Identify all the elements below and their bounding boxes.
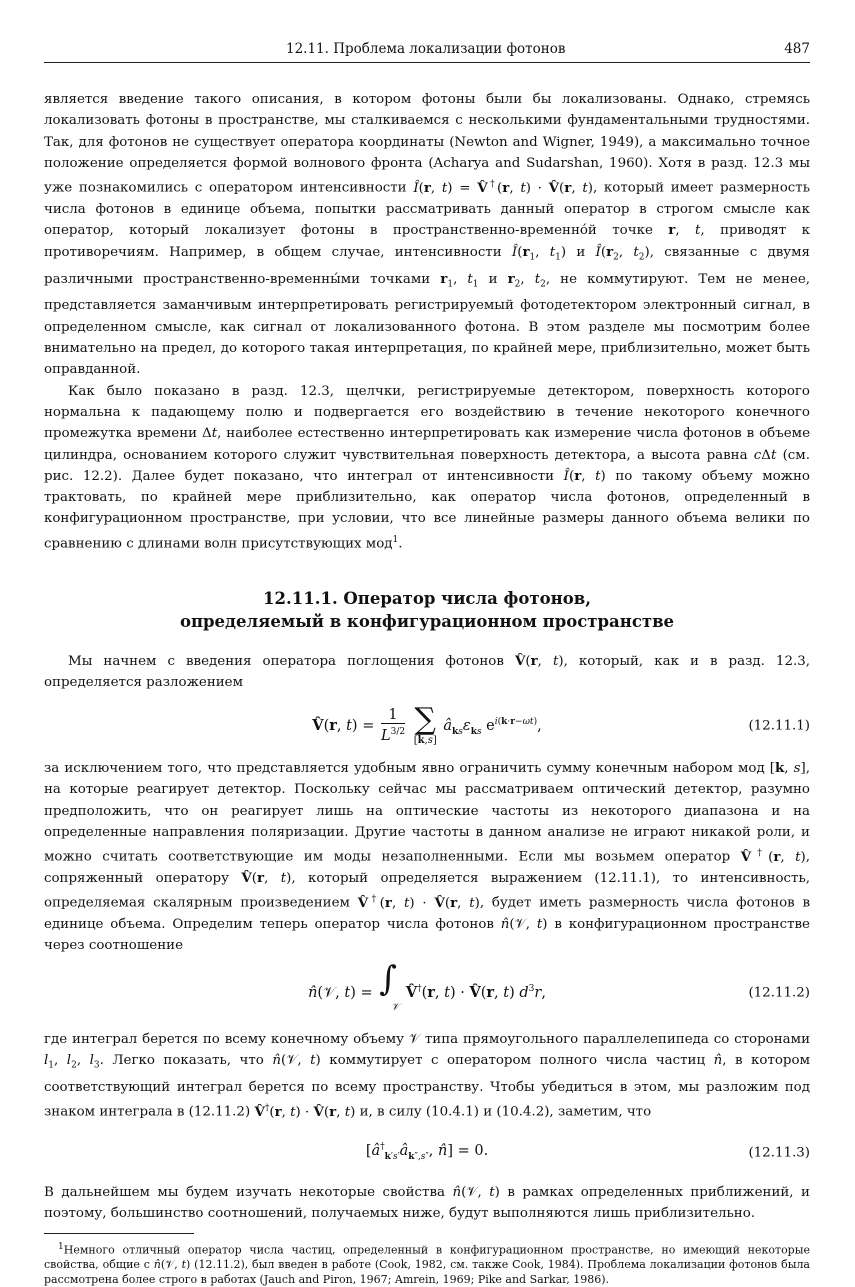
math-v2: V̂(r, t) bbox=[241, 870, 292, 887]
equation-12-11-2 bbox=[44, 958, 810, 1014]
equation-body: V̂(r, t) = $\frac{1}{L^{3/2}}$ ∑ [k,s] $â_{ks}\varepsilon_{ks}$ $e^{i(k\cdot r-\omega t)}$, bbox=[312, 702, 542, 747]
text-run: Мы начнем с введения оператора поглощения фотонов bbox=[68, 653, 515, 669]
sum-sign: ∑ [k,s] bbox=[413, 702, 437, 747]
text-run: В дальнейшем мы будем изучать некоторые свойства bbox=[44, 1185, 453, 1201]
math-vdag-v2: V̂†(r, t) · V̂(r, t) bbox=[254, 1103, 356, 1120]
equation-body: [$â^\dagger_{k's'}â_{k'',s''}$, n̂] = 0. bbox=[365, 1142, 489, 1162]
text-run: , в котором соответствующий интеграл берется по всему пространству. Чтобы убедиться в этом, мы разложим под знаком интеграла в (12.11.2) bbox=[44, 1053, 810, 1120]
text-run: в рамках определенных приближений, и поэтому, большинство соотношений, получаемых ниже, будут выполняются лишь приблизительно. bbox=[44, 1185, 810, 1222]
text-run: Немного отличный оператор числа частиц, определенный в конфигурационном пространстве, но имеющий некоторые свойства, общие с bbox=[44, 1243, 810, 1272]
footnote-ref[interactable]: 1 bbox=[392, 534, 399, 545]
text-run: и bbox=[566, 244, 596, 260]
math-ntotal: n̂ bbox=[713, 1053, 723, 1069]
math-r2t2: $r_2$, $t_2$ bbox=[507, 270, 546, 290]
math-n: n̂(𝒱, t) bbox=[500, 917, 548, 933]
text-run: коммутирует с оператором полного числа частиц bbox=[320, 1053, 714, 1069]
equation-number: (12.11.1) bbox=[748, 717, 810, 733]
equation-number: (12.11.3) bbox=[748, 1144, 810, 1160]
footnote bbox=[44, 1240, 810, 1287]
math-i2: $Î(r_2$, $t_2$) bbox=[595, 243, 650, 263]
running-header bbox=[44, 38, 810, 63]
equation-12-11-3 bbox=[44, 1137, 810, 1168]
text-run: , который имеет размерность числа фотонов в единице объема, попытки рассматривать данный оператор в строгом смысле как оператор, который локализует фотоны в пространственно-временно́й точке bbox=[44, 180, 810, 239]
text-run: по такому объему можно трактовать, по крайней мере приблизительно, как оператор числа фотонов, определенный в конфигурационном пространстве, при условии, что все линейные размеры данного объема велики по сравнению с длинами волн присутствующих мод bbox=[44, 468, 810, 552]
header-title: 12.11. Проблема локализации фотонов bbox=[286, 41, 566, 57]
math-v: V̂(r, t) bbox=[514, 652, 564, 669]
text-run: является введение такого описания, в котором фотоны были бы локализованы. Однако, стремясь локализовать фотоны в пространстве, мы сталкиваемся с несколькими фундаментальными трудностями. Так, для фотонов не существует оператора координаты (Newton and Wigner, 1949), а максимально точное положение определяется формой волнового фронта (Acharya and Sudarshan, 1960). Хотя в разд. 12.3 мы уже познакомились с оператором интенсивности bbox=[44, 92, 810, 196]
text-run: и, в силу (10.4.1) и (10.4.2), заметим, что bbox=[355, 1104, 652, 1120]
math-n2: n̂(𝒱, t) bbox=[272, 1053, 321, 1069]
paragraph-4 bbox=[44, 758, 810, 957]
paragraph-3 bbox=[44, 651, 810, 694]
text-run: (см. рис. 12.2). Далее будет показано, что интеграл от интенсивности bbox=[44, 447, 810, 484]
math-intensity: Î(r, t) = V̂†(r, t) · V̂(r, t) bbox=[413, 179, 593, 196]
math-cdt: cΔt bbox=[753, 447, 777, 463]
text-run: , который определяется выражением (12.11.1), то интенсивность, определяемая скалярным произведением bbox=[44, 871, 810, 911]
fraction: $\frac{1}{L^{3/2}}$ bbox=[380, 707, 406, 745]
equation-body: n̂(𝒱, t) = ∫ 𝒱 V̂†(r, t) · V̂(r, t) $d^3r$, bbox=[308, 958, 546, 1014]
text-run: , наиболее естественно интерпретировать как измерение числа фотонов в объеме цилиндра, основанием которого служит чувствительная поверхность детектора, а высота равна bbox=[44, 426, 810, 463]
math-n3: n̂(𝒱, t) bbox=[452, 1185, 500, 1201]
text-run: , приводят к противоречиям. Например, в общем случае, интенсивности bbox=[44, 223, 810, 260]
section-title-line-1: 12.11.1. Оператор числа фотонов, bbox=[263, 588, 591, 608]
section-title-line-2: определяемый в конфигурационном пространстве bbox=[179, 611, 675, 631]
text-run: за исключением того, что представляется удобным явно ограничить сумму конечным набором мод bbox=[44, 761, 770, 777]
footnote-rule bbox=[44, 1233, 194, 1234]
paragraph-5 bbox=[44, 1029, 810, 1123]
paragraph-1 bbox=[44, 89, 810, 381]
text-run: в конфигурационном пространстве через соотношение bbox=[44, 917, 810, 954]
footnote-mark: 1 bbox=[58, 1241, 64, 1252]
text-run: . bbox=[398, 536, 403, 552]
math-r1t1: $r_1$, $t_1$ bbox=[440, 270, 479, 290]
text-run: , сопряженный оператору bbox=[44, 849, 811, 887]
text-run: , на которые реагирует детектор. Поскольку сейчас мы рассматриваем оптический детектор, разумно предположить, что он реагирует лишь на оптические частоты из некоторого диапазона и на определенные направления поляризации. Другие частоты в данном анализе не играют никакой роли, и можно считать соответствующие им моды незаполненными. Если мы возьмем оператор bbox=[44, 761, 811, 865]
text-run: и bbox=[478, 271, 508, 287]
math-i: Î(r, t) bbox=[563, 467, 606, 484]
math-vdag-v: V̂†(r, t) · V̂(r, t) bbox=[357, 894, 480, 911]
text-run: (12.11.2), был введен в работе (Cook, 1982, см. также Cook, 1984). Проблема локализации фотонов была рассмотрена более строго в работах (Jauch and Piron, 1967; Amrein, 1969; Pike and Sarkar, 1986). bbox=[44, 1258, 810, 1287]
main-text bbox=[44, 89, 810, 1287]
text-run: , будет иметь размерность числа фотонов в единице объема. Определим теперь оператор числа фотонов bbox=[44, 895, 811, 933]
math-dt: Δt bbox=[202, 426, 218, 442]
math-ks: [k, s] bbox=[769, 760, 806, 777]
text-run: где интеграл берется по всему конечному объему bbox=[44, 1031, 409, 1047]
math-point: r, t bbox=[668, 222, 701, 239]
equation-number: (12.11.2) bbox=[748, 985, 810, 1001]
section-heading bbox=[44, 587, 810, 633]
math-i1: $Î(r_1$, $t_1$) bbox=[511, 243, 567, 263]
text-run: , не коммутируют. Тем не менее, представляется заманчивым интерпретировать регистрируемый фотодетектором электронный сигнал, в определенном смысле, как сигнал от локализованного фотона. В этом разделе мы посмотрим более внимательно на предел, до которого такая интерпретация, по крайней мере, приблизительно, может быть оправданной. bbox=[44, 271, 810, 378]
math-sides: $l_1$, $l_2$, $l_3$ bbox=[44, 1053, 100, 1071]
page-number: 487 bbox=[784, 41, 810, 57]
text-run: типа прямоугольного параллелепипеда со сторонами bbox=[420, 1031, 810, 1047]
math-n-fn: n̂(𝒱, t) bbox=[153, 1258, 191, 1272]
math-volume: 𝒱 bbox=[408, 1031, 421, 1047]
paragraph-2 bbox=[44, 381, 810, 555]
text-run: , который, как и в разд. 12.3, определяется разложением bbox=[44, 653, 811, 690]
equation-12-11-1 bbox=[44, 702, 810, 747]
text-run: Как было показано в разд. 12.3, щелчки, регистрируемые детектором, поверхность которого нормальна к падающему полю и подвергается его воздействию в течение некоторого конечного промежутка времени bbox=[44, 383, 810, 442]
integral-sign: ∫ 𝒱 bbox=[379, 958, 400, 1014]
paragraph-6 bbox=[44, 1182, 810, 1225]
text-run: , связанные с двумя различными пространственно-временны́ми точками bbox=[44, 244, 810, 287]
text-run: . Легко показать, что bbox=[99, 1053, 273, 1069]
math-vdag: V̂†(r, t) bbox=[740, 848, 806, 865]
